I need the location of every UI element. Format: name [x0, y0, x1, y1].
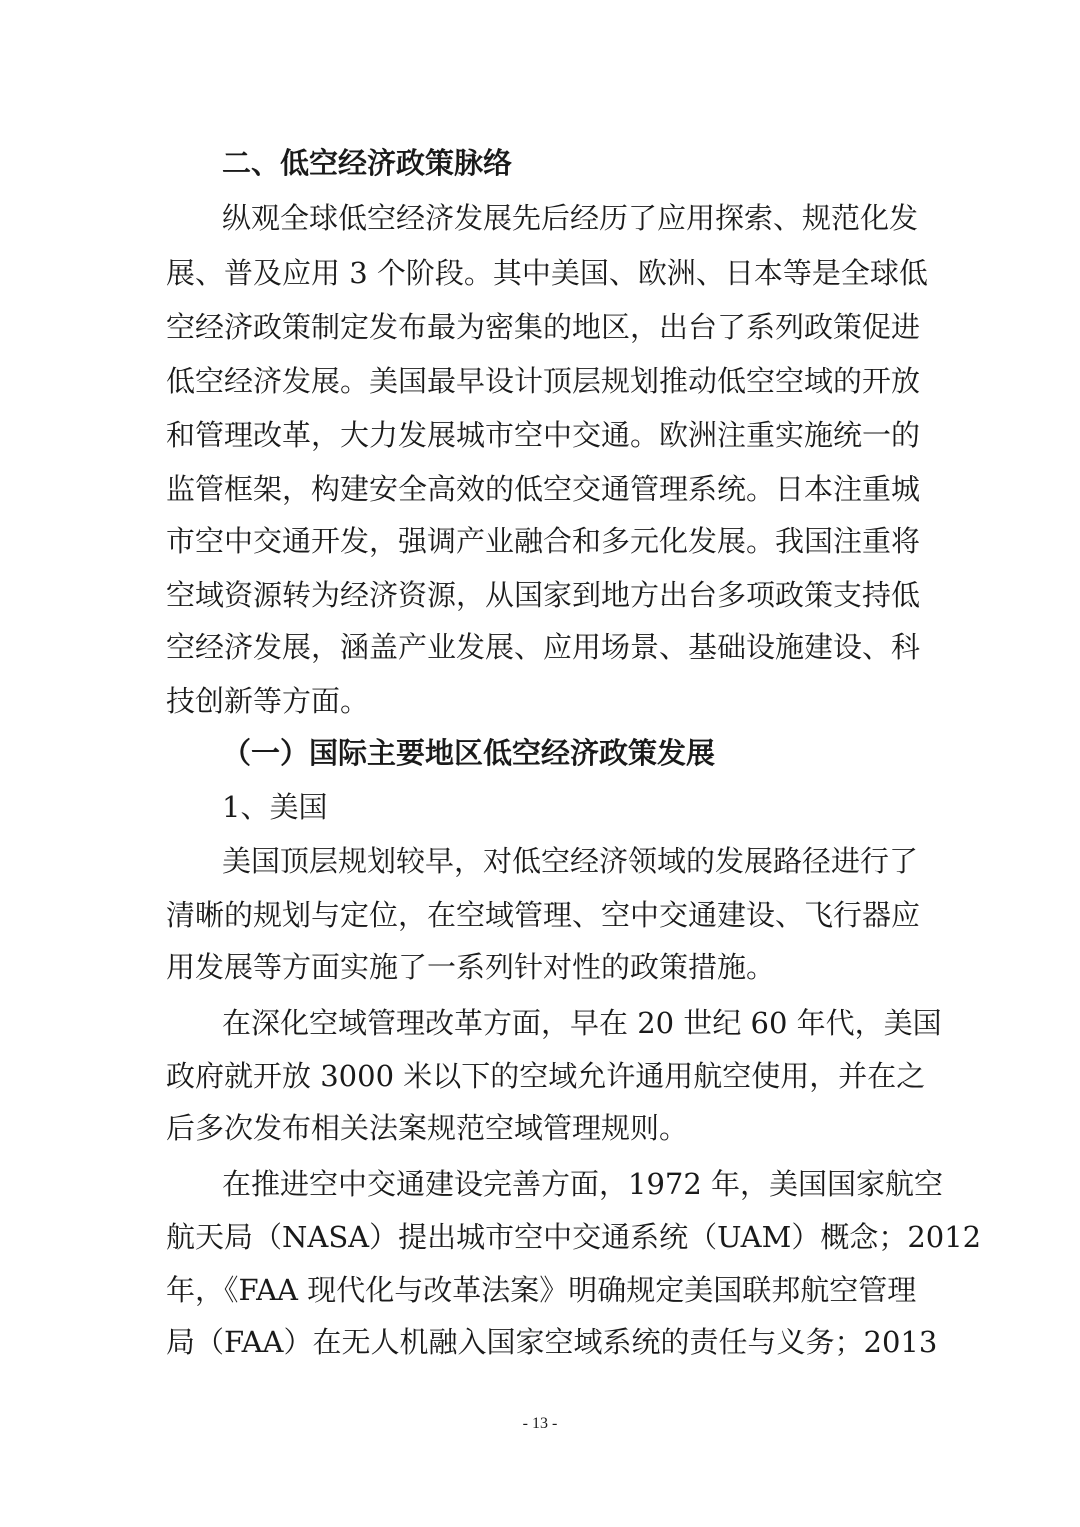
paragraph-line: 市空中交通开发，强调产业融合和多元化发展。我国注重将	[166, 524, 921, 558]
page-number: - 13 -	[522, 1415, 558, 1432]
paragraph-line: 纵观全球低空经济发展先后经历了应用探索、规范化发	[222, 201, 919, 235]
paragraph-line: 在推进空中交通建设完善方面，1972 年，美国国家航空	[222, 1167, 944, 1201]
paragraph-line: 航天局（NASA）提出城市空中交通系统（UAM）概念；2012	[166, 1220, 982, 1254]
section-heading: 二、低空经济政策脉络	[222, 146, 513, 180]
paragraph-line: 美国顶层规划较早，对低空经济领域的发展路径进行了	[222, 844, 919, 878]
paragraph-line: 空经济发展，涵盖产业发展、应用场景、基础设施建设、科	[166, 630, 921, 664]
paragraph-line: 局（FAA）在无人机融入国家空域系统的责任与义务；2013	[166, 1325, 938, 1359]
paragraph-line: 用发展等方面实施了一系列针对性的政策措施。	[166, 950, 776, 984]
paragraph-line: 空域资源转为经济资源，从国家到地方出台多项政策支持低	[166, 578, 921, 612]
item-heading: 1、美国	[222, 790, 328, 824]
paragraph-line: 在深化空域管理改革方面，早在 20 世纪 60 年代，美国	[222, 1006, 942, 1040]
paragraph-line: 监管框架，构建安全高效的低空交通管理系统。日本注重城	[166, 472, 921, 506]
paragraph-line: 技创新等方面。	[166, 684, 370, 718]
paragraph-line: 和管理改革，大力发展城市空中交通。欧洲注重实施统一的	[166, 418, 921, 452]
paragraph-line: 后多次发布相关法案规范空域管理规则。	[166, 1111, 689, 1145]
paragraph-line: 清晰的规划与定位，在空域管理、空中交通建设、飞行器应	[166, 898, 921, 932]
paragraph-line: 年，《FAA 现代化与改革法案》明确规定美国联邦航空管理	[166, 1273, 917, 1307]
paragraph-line: 空经济政策制定发布最为密集的地区，出台了系列政策促进	[166, 310, 921, 344]
paragraph-line: 低空经济发展。美国最早设计顶层规划推动低空空域的开放	[166, 364, 921, 398]
paragraph-line: 展、普及应用 3 个阶段。其中美国、欧洲、日本等是全球低	[166, 256, 928, 290]
subsection-heading: （一）国际主要地区低空经济政策发展	[222, 736, 716, 770]
paragraph-line: 政府就开放 3000 米以下的空域允许通用航空使用，并在之	[166, 1059, 926, 1093]
